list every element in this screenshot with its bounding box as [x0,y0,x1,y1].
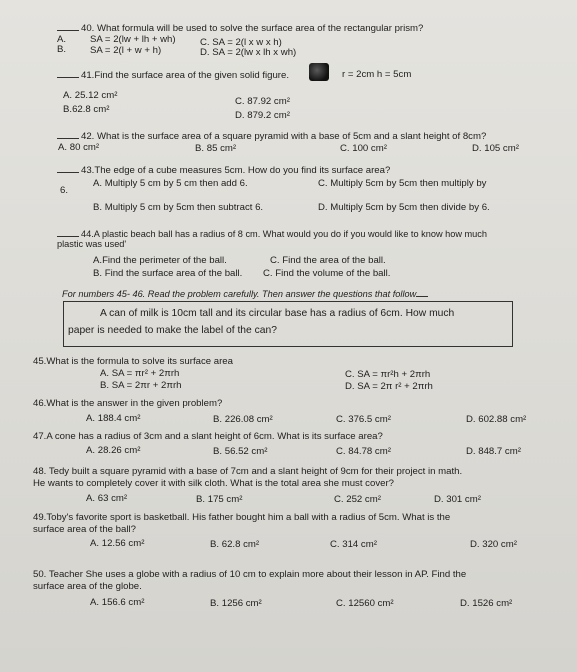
q45-stem: 45.What is the formula to solve its surface area [33,356,233,367]
q43-choice-d: D. Multiply 5cm by 5cm then divide by 6. [318,202,490,213]
q47-choice-b: B. 56.52 cm² [213,446,268,457]
q49-choice-b: B. 62.8 cm² [210,539,260,550]
q41-choice-c: C. 87.92 cm² [235,96,290,107]
q50-choice-a: A. 156.6 cm² [90,597,145,608]
q40-stem [57,22,423,34]
answer-blank[interactable] [57,22,79,31]
q41-choice-b: B.62.8 cm² [63,104,110,115]
q47-choice-a: A. 28.26 cm² [86,445,141,456]
q47-choice-c: C. 84.78 cm² [336,446,391,457]
q48-choice-a: A. 63 cm² [86,493,128,504]
q44-choice-c: C. Find the area of the ball. [270,255,386,266]
q46-choice-b: B. 226.08 cm² [213,414,273,425]
q41-choice-d: D. 879.2 cm² [235,110,290,121]
answer-blank[interactable] [57,228,79,237]
q41-stem [57,69,289,81]
q45-choice-b: B. SA = 2πr + 2πrh [100,380,182,391]
q44-text: 44.A plastic beach ball has a radius of 8 cm. What would you do if you would like to know how much [81,229,487,239]
q43-choice-b: B. Multiply 5 cm by 5cm then subtract 6. [93,202,264,213]
q44-choice-b: B. Find the surface area of the ball. [93,268,243,279]
q40-choice-b: SA = 2(l + w + h) [90,45,162,56]
answer-blank[interactable] [57,164,79,173]
q41-dimensions: r = 2cm h = 5cm [342,69,412,80]
q49-stem: 49.Toby's favorite sport is basketball. His father bought him a ball with a radius of 5cm. What is the [33,512,451,523]
q40-choice-d: D. SA = 2(lw x lh x wh) [200,47,297,58]
q40-text: 40. What formula will be used to solve the surface area of the rectangular prism? [81,23,424,34]
q42-choice-c: C. 100 cm² [340,143,387,154]
answer-blank[interactable] [57,69,79,78]
instructions [62,288,428,300]
q49-choice-a: A. 12.56 cm² [90,538,145,549]
q45-choice-a: A. SA = πr² + 2πrh [100,368,180,379]
q43-side-number: 6. [60,185,69,196]
q42-text: 42. What is the surface area of a square pyramid with a base of 5cm and a slant height of 8cm? [81,131,487,142]
q42-choice-d: D. 105 cm² [472,143,519,154]
q41-choice-a: A. 25.12 cm² [63,90,118,101]
q47-choice-d: D. 848.7 cm² [466,446,521,457]
q42-stem [57,130,486,142]
q49-choice-d: D. 320 cm² [470,539,517,550]
q43-choice-c: C. Multiply 5cm by 5cm then multiply by [318,178,487,189]
q41-text: 41.Find the surface area of the given solid figure. [81,70,289,81]
q50-stem: 50. Teacher She uses a globe with a radius of 10 cm to explain more about their lesson in AP. Find the [33,569,467,580]
q45-choice-c: C. SA = πr²h + 2πrh [345,369,431,380]
answer-blank[interactable] [57,130,79,139]
q50-stem-line2: surface area of the globe. [33,581,142,592]
q40-choice-a: SA = 2(lw + lh + wh) [90,34,176,45]
q40-choice-c: C. SA = 2(l x w x h) [200,37,282,48]
q48-choice-b: B. 175 cm² [196,494,243,505]
problem-line2: paper is needed to make the label of the can? [68,325,277,336]
q47-stem: 47.A cone has a radius of 3cm and a slant height of 6cm. What is its surface area? [33,431,383,442]
instructions-text: For numbers 45- 46. Read the problem carefully. Then answer the questions that follow [62,289,417,299]
q50-choice-d: D. 1526 cm² [460,598,513,609]
q42-choice-b: B. 85 cm² [195,143,237,154]
q45-choice-d: D. SA = 2π r² + 2πrh [345,381,433,392]
q44-stem-line2: plastic was used' [57,239,127,249]
q50-choice-b: B. 1256 cm² [210,598,262,609]
q46-choice-c: C. 376.5 cm² [336,414,391,425]
q46-choice-d: D. 602.88 cm² [466,414,527,425]
q48-stem: 48. Tedy built a square pyramid with a base of 7cm and a slant height of 9cm for their project in math. [33,466,463,477]
q49-choice-c: C. 314 cm² [330,539,377,550]
q43-stem [57,164,390,176]
problem-line1: A can of milk is 10cm tall and its circular base has a radius of 6cm. How much [100,308,455,319]
q48-choice-d: D. 301 cm² [434,494,481,505]
q40-choice-a-letter: A. [57,34,67,45]
q50-choice-c: C. 12560 cm² [336,598,394,609]
q48-choice-c: C. 252 cm² [334,494,381,505]
q40-choice-b-letter: B. [57,44,67,55]
q48-stem-line2: He wants to completely cover it with silk cloth. What is the total area she must cover? [33,478,394,489]
q46-choice-a: A. 188.4 cm² [86,413,141,424]
q44-choice-a: A.Find the perimeter of the ball. [93,255,227,266]
q44-choice-c-volume: C. Find the volume of the ball. [263,268,391,279]
q43-choice-a: A. Multiply 5 cm by 5 cm then add 6. [93,178,248,189]
q46-stem: 46.What is the answer in the given problem? [33,398,223,409]
cylinder-image-icon [309,63,329,81]
q42-choice-a: A. 80 cm² [58,142,100,153]
q43-text: 43.The edge of a cube measures 5cm. How do you find its surface area? [81,165,391,176]
q49-stem-line2: surface area of the ball? [33,524,136,535]
